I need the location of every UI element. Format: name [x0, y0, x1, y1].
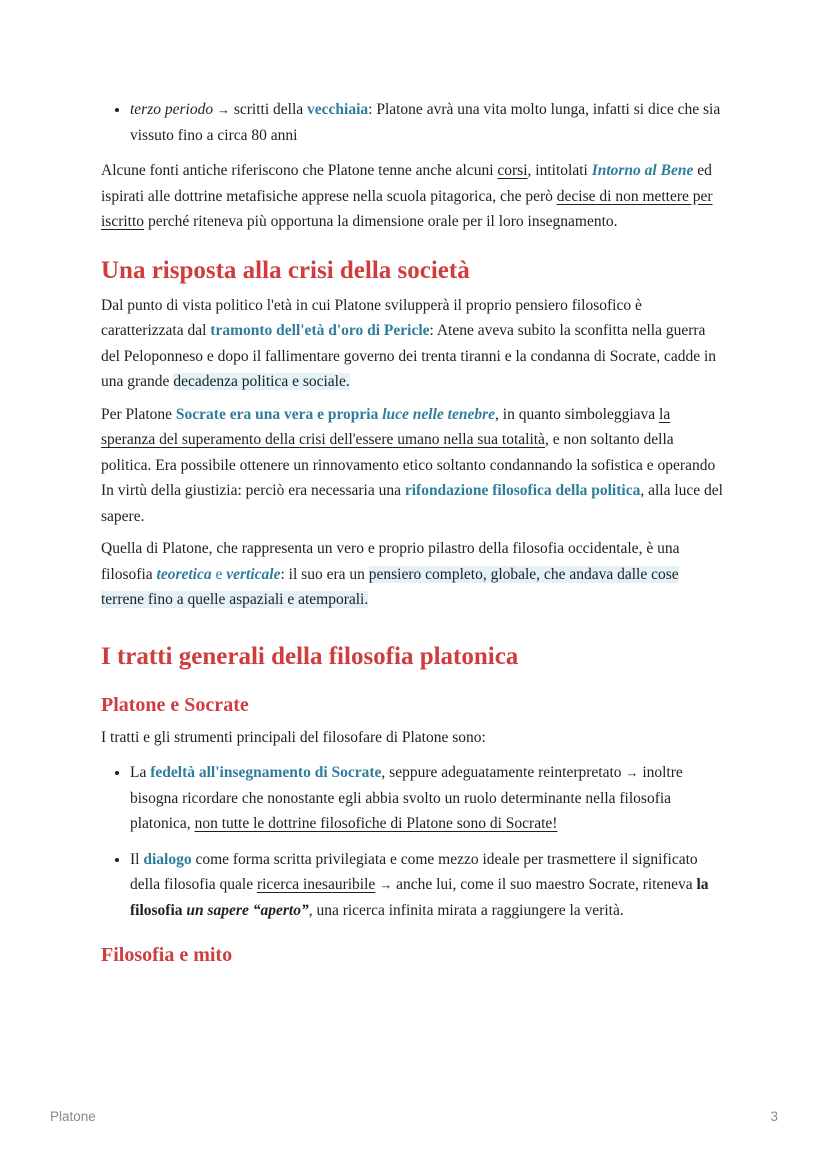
keyword-italic: luce nelle tenebre: [382, 405, 496, 423]
keyword-italic: verticale: [226, 565, 281, 583]
keyword: fedeltà all'insegnamento di Socrate: [150, 764, 382, 781]
section-heading: I tratti generali della filosofia platonica: [101, 642, 519, 670]
underlined-text: corsi: [497, 162, 528, 179]
text-run: , una ricerca infinita mirata a raggiungere la verità.: [308, 901, 624, 919]
footer-title: Platone: [50, 1109, 96, 1124]
work-title: Intorno al Bene: [591, 162, 694, 179]
text-run: inoltre bisogna ricordare che nonostante egli abbia svolto un ruolo determinante nella filosofia platonica,: [130, 764, 683, 832]
paragraph: [101, 402, 723, 530]
keyword: vecchiaia: [307, 101, 369, 118]
text-run: , intitolati: [527, 162, 592, 179]
page-number: 3: [770, 1109, 778, 1124]
keyword-italic: teoretica: [156, 565, 212, 583]
text-run: e: [211, 565, 227, 583]
list-item: [130, 760, 723, 837]
text-run: ed ispirati alle dottrine metafisiche apprese nella scuola pitagorica, che però: [101, 162, 712, 205]
arrow-icon: →: [216, 102, 230, 117]
section-heading: Una risposta alla crisi della società: [101, 256, 470, 284]
text-run: , in quanto simboleggiava: [495, 405, 660, 423]
text-run: Quella di Platone, che rappresenta un vero e proprio pilastro della filosofia occidentale, è una filosofia: [101, 540, 680, 583]
text-run: , seppure adeguatamente reinterpretato: [381, 764, 626, 781]
list-item: [130, 97, 723, 148]
text-run: perché riteneva più opportuna la dimensione orale per il loro insegnamento.: [144, 213, 618, 230]
highlighted-text: pensiero completo, globale, che andava dalle cose terrene fino a quelle aspaziali e atemporali.: [101, 565, 679, 608]
text-run: : il suo era un: [280, 565, 369, 583]
text-run: come forma scritta privilegiata e come mezzo ideale per trasmettere il significato della filosofia quale: [130, 850, 698, 893]
text-run: : Atene aveva subito la sconfitta nella guerra del Peloponneso e dopo il fallimentare governo dei trenta tiranni e la condanna di Socrate, cadde in una grande: [101, 322, 717, 390]
paragraph: [101, 536, 723, 613]
text-run: Per Platone: [101, 405, 176, 423]
term-text: terzo periodo: [130, 101, 214, 118]
document-body: [101, 97, 723, 975]
keyword: Socrate era una vera e propria: [175, 405, 383, 423]
text-run: , e non soltanto della politica. Era possibile ottenere un rinnovamento etico soltanto condannando la sofistica e operando In virtù della giustizia: perciò era necessaria una: [101, 431, 716, 499]
text-run: : Platone avrà una vita molto lunga, infatti si dice che sia vissuto fino a circa 80 anni: [130, 101, 721, 144]
subsection-heading: Platone e Socrate: [101, 693, 249, 716]
bold-text: la filosofia: [130, 876, 709, 919]
text-run: Il: [130, 850, 144, 868]
arrow-icon: →: [625, 765, 639, 780]
paragraph: I tratti e gli strumenti principali del filosofare di Platone sono:: [101, 728, 486, 746]
bold-italic-text: un sapere “aperto”: [186, 901, 309, 919]
text-run: Alcune fonti antiche riferiscono che Platone tenne anche alcuni: [101, 162, 498, 179]
keyword: tramonto dell'età d'oro di Pericle: [210, 322, 430, 339]
paragraph-fonti: [101, 158, 723, 235]
text-run: Dal punto di vista politico l'età in cui Platone svilupperà il proprio pensiero filosofico è caratterizzata dal: [101, 296, 642, 339]
paragraph: [101, 293, 723, 395]
text-run: scritti della: [229, 101, 308, 118]
keyword: rifondazione filosofica della politica: [404, 482, 641, 499]
underlined-text: decise di non mettere per iscritto: [101, 187, 713, 230]
arrow-icon: →: [379, 877, 393, 892]
text-run: La: [130, 764, 151, 781]
keyword: dialogo: [143, 850, 192, 868]
list-item: [130, 847, 723, 924]
text-run: , alla luce del sapere.: [101, 482, 723, 525]
text-run: anche lui, come il suo maestro Socrate, riteneva: [392, 876, 697, 893]
highlighted-text: decadenza politica e sociale.: [173, 373, 350, 390]
bullet-list-periods: [101, 97, 723, 148]
underlined-text: non tutte le dottrine filosofiche di Platone sono di Socrate!: [194, 815, 558, 832]
subsection-heading: Filosofia e mito: [101, 944, 233, 966]
underlined-text: la speranza del superamento della crisi dell'essere umano nella sua totalità: [101, 405, 671, 448]
underlined-text: ricerca inesauribile: [256, 876, 376, 893]
bullet-list-traits: [101, 760, 723, 923]
